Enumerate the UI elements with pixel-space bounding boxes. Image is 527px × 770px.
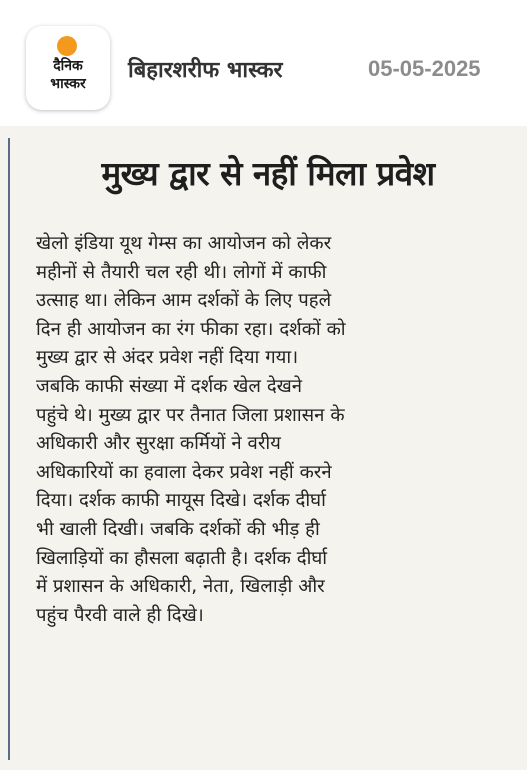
- article-line: खेलो इंडिया यूथ गेम्स का आयोजन को लेकर: [36, 233, 332, 254]
- dainik-bhaskar-logo: [26, 26, 110, 110]
- logo-text-line1: दैनिक: [53, 58, 83, 74]
- article-line: महीनों से तैयारी चल रही थी। लोगों में काफी: [36, 261, 327, 283]
- article-line: जबकि काफी संख्या में दर्शक खेल देखने: [36, 375, 303, 397]
- article-line: अधिकारी और सुरक्षा कर्मियों ने वरीय: [36, 433, 281, 455]
- article-line: दिन ही आयोजन का रंग फीका रहा। दर्शकों को: [36, 318, 346, 340]
- article-line: उत्साह था। लेकिन आम दर्शकों के लिए पहले: [36, 290, 332, 312]
- logo-text-line2: भास्कर: [50, 76, 86, 92]
- article-headline: मुख्य द्वार से नहीं मिला प्रवेश: [101, 154, 435, 193]
- edition-name: बिहारशरीफ भास्कर: [128, 58, 283, 83]
- article-body: [36, 230, 506, 630]
- article-line: खिलाड़ियों का हौसला बढ़ाती है। दर्शक दीर्घा: [36, 547, 328, 569]
- article-line: में प्रशासन के अधिकारी, नेता, खिलाड़ी और: [36, 576, 325, 598]
- article-line: अधिकारियों का हवाला देकर प्रवेश नहीं करने: [36, 461, 332, 483]
- article-line: पहुंचे थे। मुख्य द्वार पर तैनात जिला प्रशासन के: [36, 404, 345, 426]
- sun-dot-icon: [57, 36, 77, 56]
- publication-date: 05-05-2025: [368, 56, 481, 81]
- article-line: पहुंच पैरवी वाले ही दिखे।: [36, 604, 204, 626]
- article-line: दिया। दर्शक काफी मायूस दिखे। दर्शक दीर्घा: [36, 490, 326, 512]
- source-header: [0, 0, 527, 120]
- article-line: भी खाली दिखी। जबकि दर्शकों की भीड़ ही: [36, 518, 320, 540]
- article-line: मुख्य द्वार से अंदर प्रवेश नहीं दिया गया।: [36, 347, 299, 369]
- clipping-border: [8, 138, 10, 760]
